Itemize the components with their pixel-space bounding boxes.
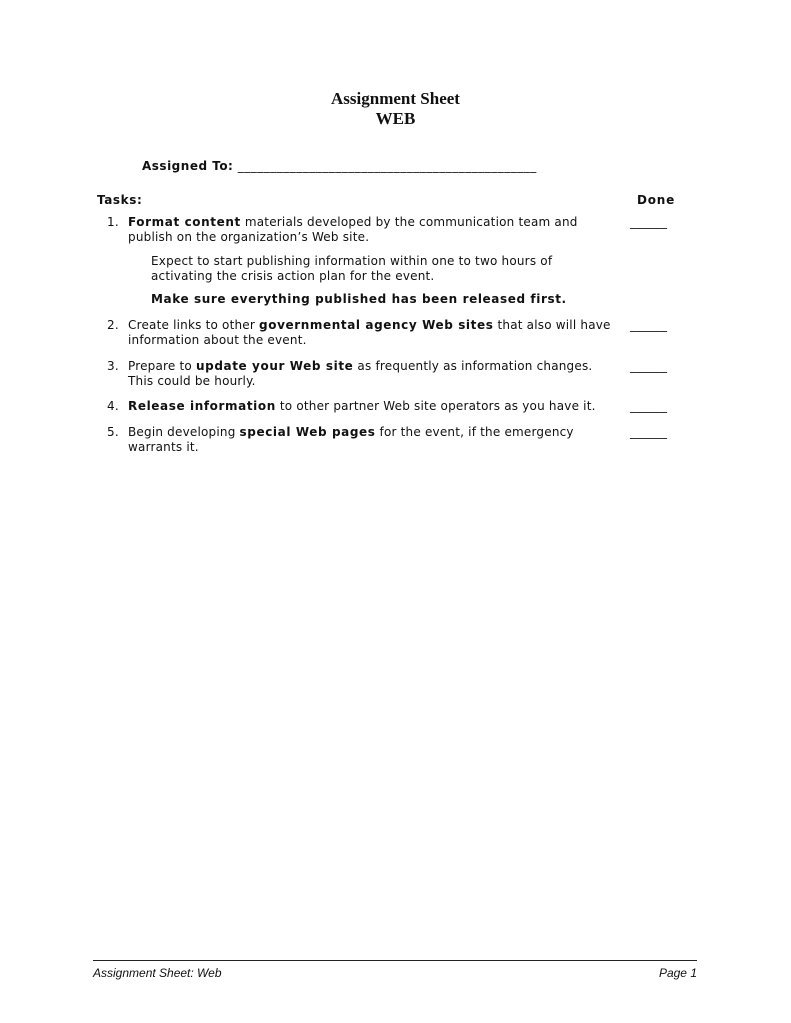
done-header: Done [637,193,676,207]
task-pre: Prepare to [128,359,196,373]
task-number: 4. [107,399,119,413]
tasks-header: Tasks: [97,193,143,207]
task-number: 2. [107,318,119,332]
task-text [128,215,618,245]
task-number: 1. [107,215,119,229]
task-1-note-2: Make sure everything published has been released first. [151,292,567,306]
title-line-2: WEB [375,109,416,128]
footer-document-name: Assignment Sheet: Web [93,966,222,980]
task-number: 5. [107,425,119,439]
task-rest: for the event, if the emergency warrants it. [128,425,574,454]
footer-divider [93,960,697,961]
task-number: 3. [107,359,119,373]
done-blank: ______ [630,399,668,413]
task-bold-phrase: Format content [128,215,241,229]
task-pre: Begin developing [128,425,240,439]
task-text [128,318,618,348]
footer-page-number: Page 1 [658,966,697,980]
task-text [128,425,618,455]
task-rest: materials developed by the communication team and publish on the organization’s Web site. [128,215,578,244]
task-pre: Create links to other [128,318,260,332]
done-blank: ______ [630,318,668,332]
done-blank: ______ [630,425,668,439]
task-bold-phrase: governmental agency Web sites [259,318,494,332]
task-bold-phrase: update your Web site [195,359,354,373]
task-rest: to other partner Web site operators as you have it. [275,399,596,413]
done-blank: ______ [630,359,668,373]
task-bold-phrase: special Web pages [239,425,376,439]
task-1-note-1: Expect to start publishing information within one to two hours of activating the crisis action plan for the event. [151,254,553,283]
task-bold-phrase: Release information [128,399,276,413]
task-rest: as frequently as information changes. This could be hourly. [128,359,593,388]
done-blank: ______ [630,215,668,229]
task-rest: that also will have information about the event. [128,318,611,347]
title-line-1: Assignment Sheet [331,89,460,108]
document-title [0,89,791,129]
assigned-to-label: Assigned To: [142,159,234,173]
task-text [128,359,618,389]
assigned-to-line: ______________________________________________ [237,159,537,173]
assigned-to-row [142,159,537,173]
task-text [128,399,618,414]
